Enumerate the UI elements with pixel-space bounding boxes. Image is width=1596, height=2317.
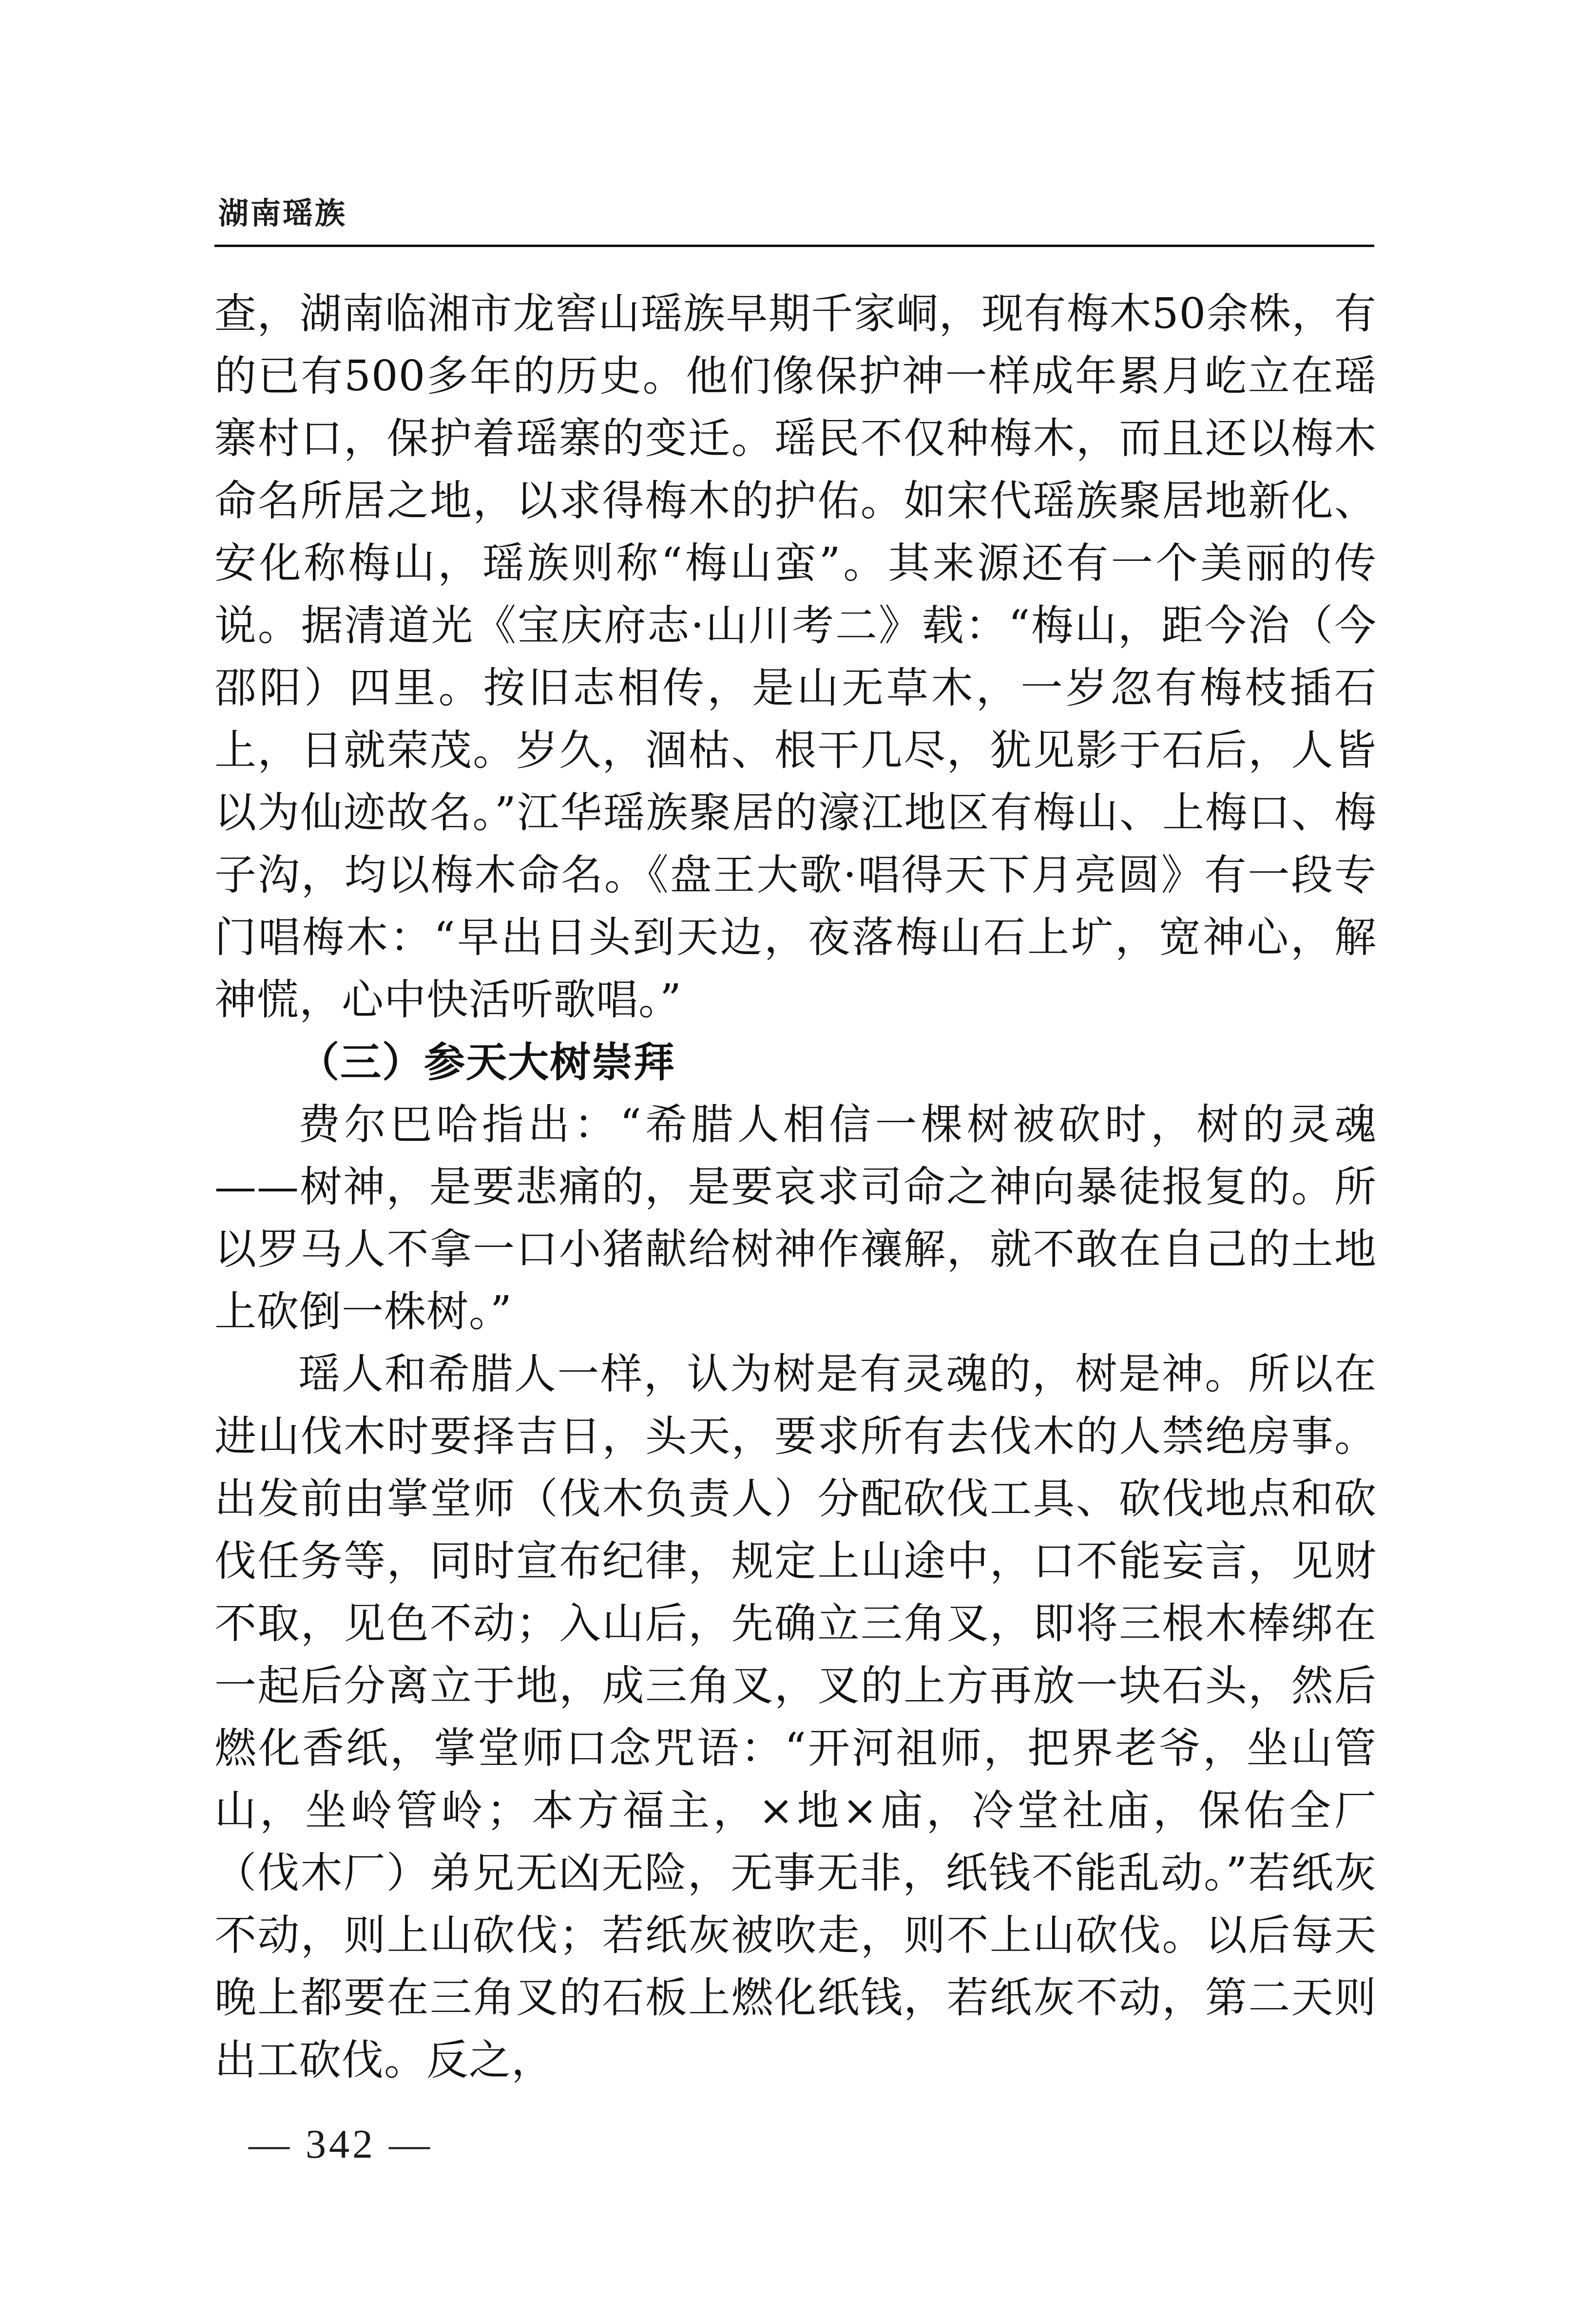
header-divider xyxy=(214,245,1374,247)
paragraph-feuerbach-quote: 费尔巴哈指出：“希腊人相信一棵树被砍时，树的灵魂——树神，是要悲痛的，是要哀求司命之神向暴徒报复的。所以罗马人不拿一口小猪献给树神作禳解，就不敢在自己的土地上砍倒一株树。” xyxy=(214,1100,1377,1336)
section-heading: （三）参天大树崇拜 xyxy=(298,1038,676,1086)
page-number: — 342 — xyxy=(249,2122,433,2167)
paragraph-logging-ritual: 瑶人和希腊人一样，认为树是有灵魂的，树是神。所以在进山伐木时要择吉日，头天，要求所有去伐木的人禁绝房事。出发前由掌堂师（伐木负责人）分配砍伐工具、砍伐地点和砍伐任务等，同时宣布纪律，规定上山途中，口不能妄言，见财不取，见色不动；入山后，先确立三角叉，即将三根木棒绑在一起后分离立于地，成三角叉，叉的上方再放一块石头，然后燃化香纸，掌堂师口念咒语：“开河祖师，把界老爷，坐山管山，坐岭管岭；本方福主，×地×庙，冷堂社庙，保佑全厂（伐木厂）弟兄无凶无险，无事无非，纸钱不能乱动。”若纸灰不动，则上山砍伐；若纸灰被吹走，则不上山砍伐。以后每天晚上都要在三角叉的石板上燃化纸钱，若纸灰不动，第二天则出工砍伐。反之， xyxy=(214,1350,1377,2085)
paragraph-plum-tree: 查，湖南临湘市龙窖山瑶族早期千家峒，现有梅木50余株，有的已有500多年的历史。他们像保护神一样成年累月屹立在瑶寨村口，保护着瑶寨的变迁。瑶民不仅种梅木，而且还以梅木命名所居之地，以求得梅木的护佑。如宋代瑶族聚居地新化、安化称梅山，瑶族则称“梅山蛮”。其来源还有一个美丽的传说。据清道光《宝庆府志·山川考二》载：“梅山，距今治（今邵阳）四里。按旧志相传，是山无草木，一岁忽有梅枝插石上，日就荣茂。岁久，涸枯、根干几尽，犹见影于石后，人皆以为仙迹故名。”江华瑶族聚居的濠江地区有梅山、上梅口、梅子沟，均以梅木命名。《盘王大歌·唱得天下月亮圆》有一段专门唱梅木：“早出日头到天边，夜落梅山石上圹，宽神心，解神慌，心中快活听歌唱。” xyxy=(214,289,1377,1024)
running-head-title: 湖南瑶族 xyxy=(218,195,347,231)
main-text xyxy=(214,283,1377,2091)
